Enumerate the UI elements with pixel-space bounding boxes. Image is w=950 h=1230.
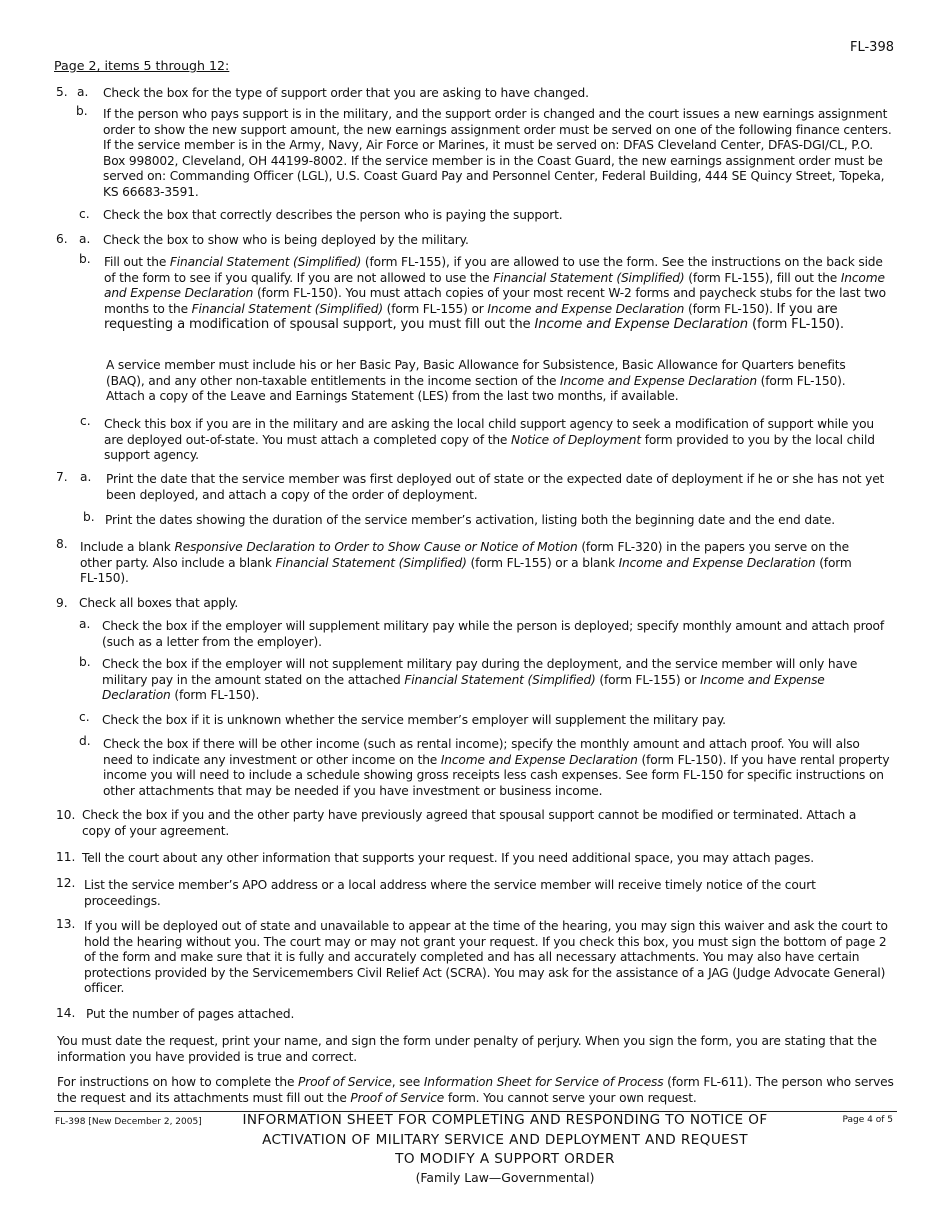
footer-title-line-1: INFORMATION SHEET FOR COMPLETING AND RESPONDING TO NOTICE OF — [242, 1112, 768, 1128]
item-9d-text: Check the box if there will be other income (such as rental income); specify the monthly amount and attach proof. You will also need to indicate any investment or other income on the Income and Expense Declaration (form FL-150). If you have rental property income you will need to include a schedule showing gross receipts less cash expenses. See form FL-150 for specific instructions on other attachments that may be needed if you have investment or business income. — [103, 737, 890, 798]
form-number: FL-398 — [850, 40, 894, 55]
item-7b-label: b. — [83, 510, 95, 524]
footer-title-block — [205, 1111, 805, 1185]
item-5c-text: Check the box that correctly describes the person who is paying the support. — [103, 208, 563, 222]
item-5c-label: c. — [79, 207, 90, 221]
item-7-number: 7. — [56, 470, 68, 484]
item-9b-text: Check the box if the employer will not supplement military pay during the deployment, and the service member will only have military pay in the amount stated on the attached Financial Statement (Simplified) (form FL-155) or Income and Expense Declaration (form FL-150). — [102, 657, 858, 703]
item-12-text: List the service member’s APO address or a local address where the service member will receive timely notice of the court proceedings. — [84, 878, 816, 908]
item-7b-text: Print the dates showing the duration of the service member’s activation, listing both the beginning date and the end date. — [105, 513, 835, 527]
item-11-text: Tell the court about any other information that supports your request. If you need additional space, you may attach pages. — [82, 851, 814, 865]
item-5-number: 5. — [56, 85, 68, 99]
item-11-number: 11. — [56, 850, 76, 864]
footer-title-line-2: ACTIVATION OF MILITARY SERVICE AND DEPLOYMENT AND REQUEST — [262, 1131, 748, 1148]
item-5b-label: b. — [76, 104, 88, 118]
item-6a-label: a. — [79, 232, 91, 246]
item-5b-text: If the person who pays support is in the military, and the support order is changed and the court issues a new earnings assignment order to show the new support amount, the new earnings assignment order must be served on one of the following finance centers. If the service member is in the Army, Navy, Air Force or Marines, it must be served on: DFAS Cleveland Center, DFAS-DGI/CL, P.O. Box 998002, Cleveland, OH 44199-8002. If the service member is in the Coast Guard, the new earnings assignment order must be served on: Commanding Officer (LGL), U.S. Coast Guard Pay and Personnel Center, Federal Building, 444 SE Quincy Street, Topeka, KS 66683-3591. — [103, 107, 892, 199]
footer-title-line-3: TO MODIFY A SUPPORT ORDER — [395, 1151, 615, 1167]
item-9d-label: d. — [79, 734, 91, 748]
item-5a-label: a. — [77, 85, 89, 99]
item-13-number: 13. — [56, 917, 76, 931]
item-14-text: Put the number of pages attached. — [86, 1007, 295, 1021]
footer-form-revision: FL-398 [New December 2, 2005] — [55, 1117, 202, 1127]
item-7a-label: a. — [80, 470, 92, 484]
item-9c-label: c. — [79, 710, 90, 724]
item-7a-text: Print the date that the service member was first deployed out of state or the expected date of deployment if he or she has not yet been deployed, and attach a copy of the order of deployment. — [106, 472, 885, 502]
item-12-number: 12. — [56, 876, 76, 890]
item-13-text: If you will be deployed out of state and unavailable to appear at the time of the hearing, you may sign this waiver and ask the court to hold the hearing without you. The court may or may not grant your request. If you check this box, you must sign the bottom of page 2 of the form and make sure that it is fully and accurately completed and has all necessary attachments. You may also have certain protections provided by the Servicemembers Civil Relief Act (SCRA). You may ask for the assistance of a JAG (Judge Advocate General) officer. — [84, 919, 888, 996]
page-reference: Page 2, items 5 through 12: — [54, 58, 230, 73]
item-6c-text: Check this box if you are in the military and are asking the local child support agency to seek a modification of support while you are deployed out-of-state. You must attach a completed copy of the Notice of Deployment form provided to you by the local child support agency. — [104, 417, 875, 463]
closing-paragraph-service: For instructions on how to complete the Proof of Service, see Information Sheet for Service of Process (form FL-611). The person who serves the request and its attachments must fill out the Proof of Service form. You cannot serve your own request. — [57, 1075, 894, 1105]
item-6b-paragraph-1: Fill out the Financial Statement (Simplified) (form FL-155), if you are allowed to use the form. See the instructions on the back side of the form to see if you qualify. If you are not allowed to use the Financial Statement (Simplified) (form FL-155), fill out the Income and Expense Declaration (form FL-150). You must attach copies of your most recent W-2 forms and paycheck stubs for the last two months to the Financial Statement (Simplified) (form FL-155) or Income and Expense Declaration (form FL-150). If you are requesting a modification of spousal support, you must fill out the Income and Expense Declaration (form FL-150). — [104, 255, 886, 333]
item-9c-text: Check the box if it is unknown whether the service member’s employer will supplement the military pay. — [102, 713, 726, 727]
item-6b-paragraph-2: A service member must include his or her Basic Pay, Basic Allowance for Subsistence, Basic Allowance for Quarters benefits (BAQ), and any other non-taxable entitlements in the income section of the Income and Expense Declaration (form FL-150). Attach a copy of the Leave and Earnings Statement (LES) from the last two months, if available. — [106, 358, 846, 404]
item-10-number: 10. — [56, 808, 76, 822]
item-9b-label: b. — [79, 655, 91, 669]
item-9a-label: a. — [79, 617, 91, 631]
item-8-number: 8. — [56, 537, 68, 551]
item-6c-label: c. — [80, 414, 91, 428]
item-5a-text: Check the box for the type of support order that you are asking to have changed. — [103, 86, 589, 100]
item-9a-text: Check the box if the employer will supplement military pay while the person is deployed; specify monthly amount and attach proof (such as a letter from the employer). — [102, 619, 885, 649]
footer-page-number: Page 4 of 5 — [842, 1115, 893, 1125]
item-6a-text: Check the box to show who is being deployed by the military. — [103, 233, 469, 247]
item-6-number: 6. — [56, 232, 68, 246]
item-8-text: Include a blank Responsive Declaration to Order to Show Cause or Notice of Motion (form FL-320) in the papers you serve on the other party. Also include a blank Financial Statement (Simplified) (form FL-155) or a blank Income and Expense Declaration (form FL-150). — [80, 540, 852, 586]
closing-paragraph-signature: You must date the request, print your name, and sign the form under penalty of perjury. When you sign the form, you are stating that the information you have provided is true and correct. — [57, 1034, 877, 1064]
item-9-number: 9. — [56, 596, 68, 610]
item-14-number: 14. — [56, 1006, 76, 1020]
item-6b-label: b. — [79, 252, 91, 266]
footer-subtitle: (Family Law—Governmental) — [415, 1169, 595, 1185]
item-10-text: Check the box if you and the other party have previously agreed that spousal support cannot be modified or terminated. Attach a copy of your agreement. — [82, 808, 857, 838]
item-9-text: Check all boxes that apply. — [79, 596, 239, 610]
